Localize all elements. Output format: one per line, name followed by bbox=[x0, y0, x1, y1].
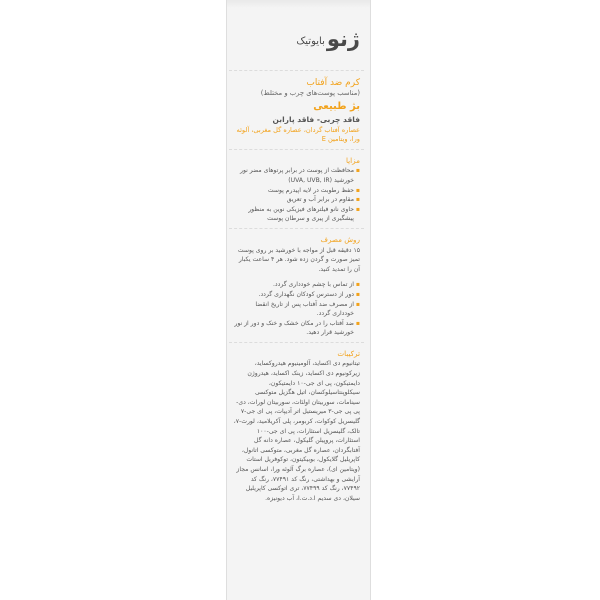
divider bbox=[229, 70, 364, 71]
brand-name: ژنو bbox=[326, 27, 360, 51]
divider bbox=[229, 149, 364, 150]
warnings-list bbox=[233, 280, 360, 338]
benefits-list bbox=[233, 166, 360, 224]
product-box-side bbox=[226, 0, 371, 600]
list-item bbox=[233, 290, 360, 300]
bullet-icon: ▪ bbox=[355, 186, 360, 194]
list-item bbox=[233, 205, 360, 224]
bullet-icon: ▪ bbox=[355, 196, 360, 204]
product-type: کرم ضد آفتاب bbox=[306, 78, 360, 88]
product-tint: بژ طبیعی bbox=[313, 100, 360, 112]
benefit-text: حفظ رطوبت در لایه اپیدرم پوست bbox=[267, 186, 354, 194]
brand-logo bbox=[233, 28, 360, 50]
warning-text: ضد آفتاب را در مکان خشک و خنک و دور از نور خورشید قرار دهید. bbox=[234, 319, 354, 337]
usage-title: روش مصرف bbox=[320, 234, 360, 244]
divider bbox=[229, 342, 364, 343]
bullet-icon: ▪ bbox=[355, 167, 360, 175]
benefits-title: مزایا bbox=[345, 155, 360, 165]
label-content bbox=[227, 0, 370, 600]
benefit-text: مقاوم در برابر آب و تعریق bbox=[286, 196, 354, 204]
product-claims: فاقد چربی- فاقد پارابن bbox=[272, 114, 360, 124]
product-suitability: (مناسب پوست‌های چرب و مختلط) bbox=[260, 89, 360, 97]
list-item bbox=[233, 280, 360, 290]
warning-text: از تماس با چشم خودداری گردد. bbox=[272, 281, 354, 289]
benefit-text: محافظت از پوست در برابر پرتوهای مضر نور خورشید (UVA, UVB, IR) bbox=[240, 167, 354, 184]
bullet-icon: ▪ bbox=[355, 281, 360, 289]
list-item bbox=[233, 319, 360, 338]
bullet-icon: ▪ bbox=[355, 290, 360, 298]
brand-subtitle: بایوتیک bbox=[296, 36, 325, 47]
divider bbox=[229, 228, 364, 229]
bullet-icon: ▪ bbox=[355, 205, 360, 213]
warning-text: دور از دسترس کودکان نگهداری گردد. bbox=[258, 290, 354, 298]
list-item bbox=[233, 186, 360, 196]
ingredients-text: تیتانیوم دی اکساید، آلومینیوم هیدروکساید، زیرکونیوم دی اکساید، زینک اکساید، هیدروژن دایمتیکون، پی ای جی-۱۰ دایمتیکون، سیکلوپنتاسیلوکسان، اتیل هگزیل متوکسی سینامات، سوربیتان اولئات، سوربیتان لورات، دی- پی پی جی-۳ میریستیل اتر آدیپات، پی ای جی-۷ گلیسریل کوکوات، کربومر، پلی آکریلامید، لورث-۷، تالک، گلیسریل استئارات، پی ای جی-۱۰۰ استئارات، پروپیلن گلیکول، عصاره دانه گل آفتابگردان، عصاره گل مغربی، متوکسی اتانول، کاپریلیل گلایکول، بوبیکیتون، توکوفریل استات (ویتامین ای)، عصاره برگ آلوئه ورا، اسانس مجاز آرایشی و بهداشتی، رنگ کد ۷۷۴۹۱، رنگ کد ۷۷۴۹۲، رنگ کد ۷۷۴۹۹، تری اتوکسی کاپریلیل سیلان، دی سدیم ا.د.ت.ا، آب دیونیزه. bbox=[233, 360, 360, 502]
usage-text: ۱۵ دقیقه قبل از مواجه با خورشید بر روی پوست تمیز صورت و گردن زده شود. هر ۴ ساعت یکبار آن را تمدید کنید. bbox=[237, 246, 360, 273]
benefit-text: حاوی نانو فیلترهای فیزیکی نوین به منظور پیشگیری از پیری و سرطان پوست bbox=[248, 205, 354, 223]
list-item bbox=[233, 300, 360, 319]
list-item bbox=[233, 166, 360, 185]
product-extracts: عصاره آفتاب گردان، عصاره گل مغربی، آلوئه ورا، ویتامین E bbox=[236, 125, 360, 144]
warning-text: از مصرف ضد آفتاب پس از تاریخ انقضا خودداری گردد. bbox=[255, 300, 354, 318]
bullet-icon: ▪ bbox=[355, 300, 360, 308]
ingredients-title: ترکیبات bbox=[337, 348, 360, 358]
list-item bbox=[233, 195, 360, 205]
bullet-icon: ▪ bbox=[355, 319, 360, 327]
